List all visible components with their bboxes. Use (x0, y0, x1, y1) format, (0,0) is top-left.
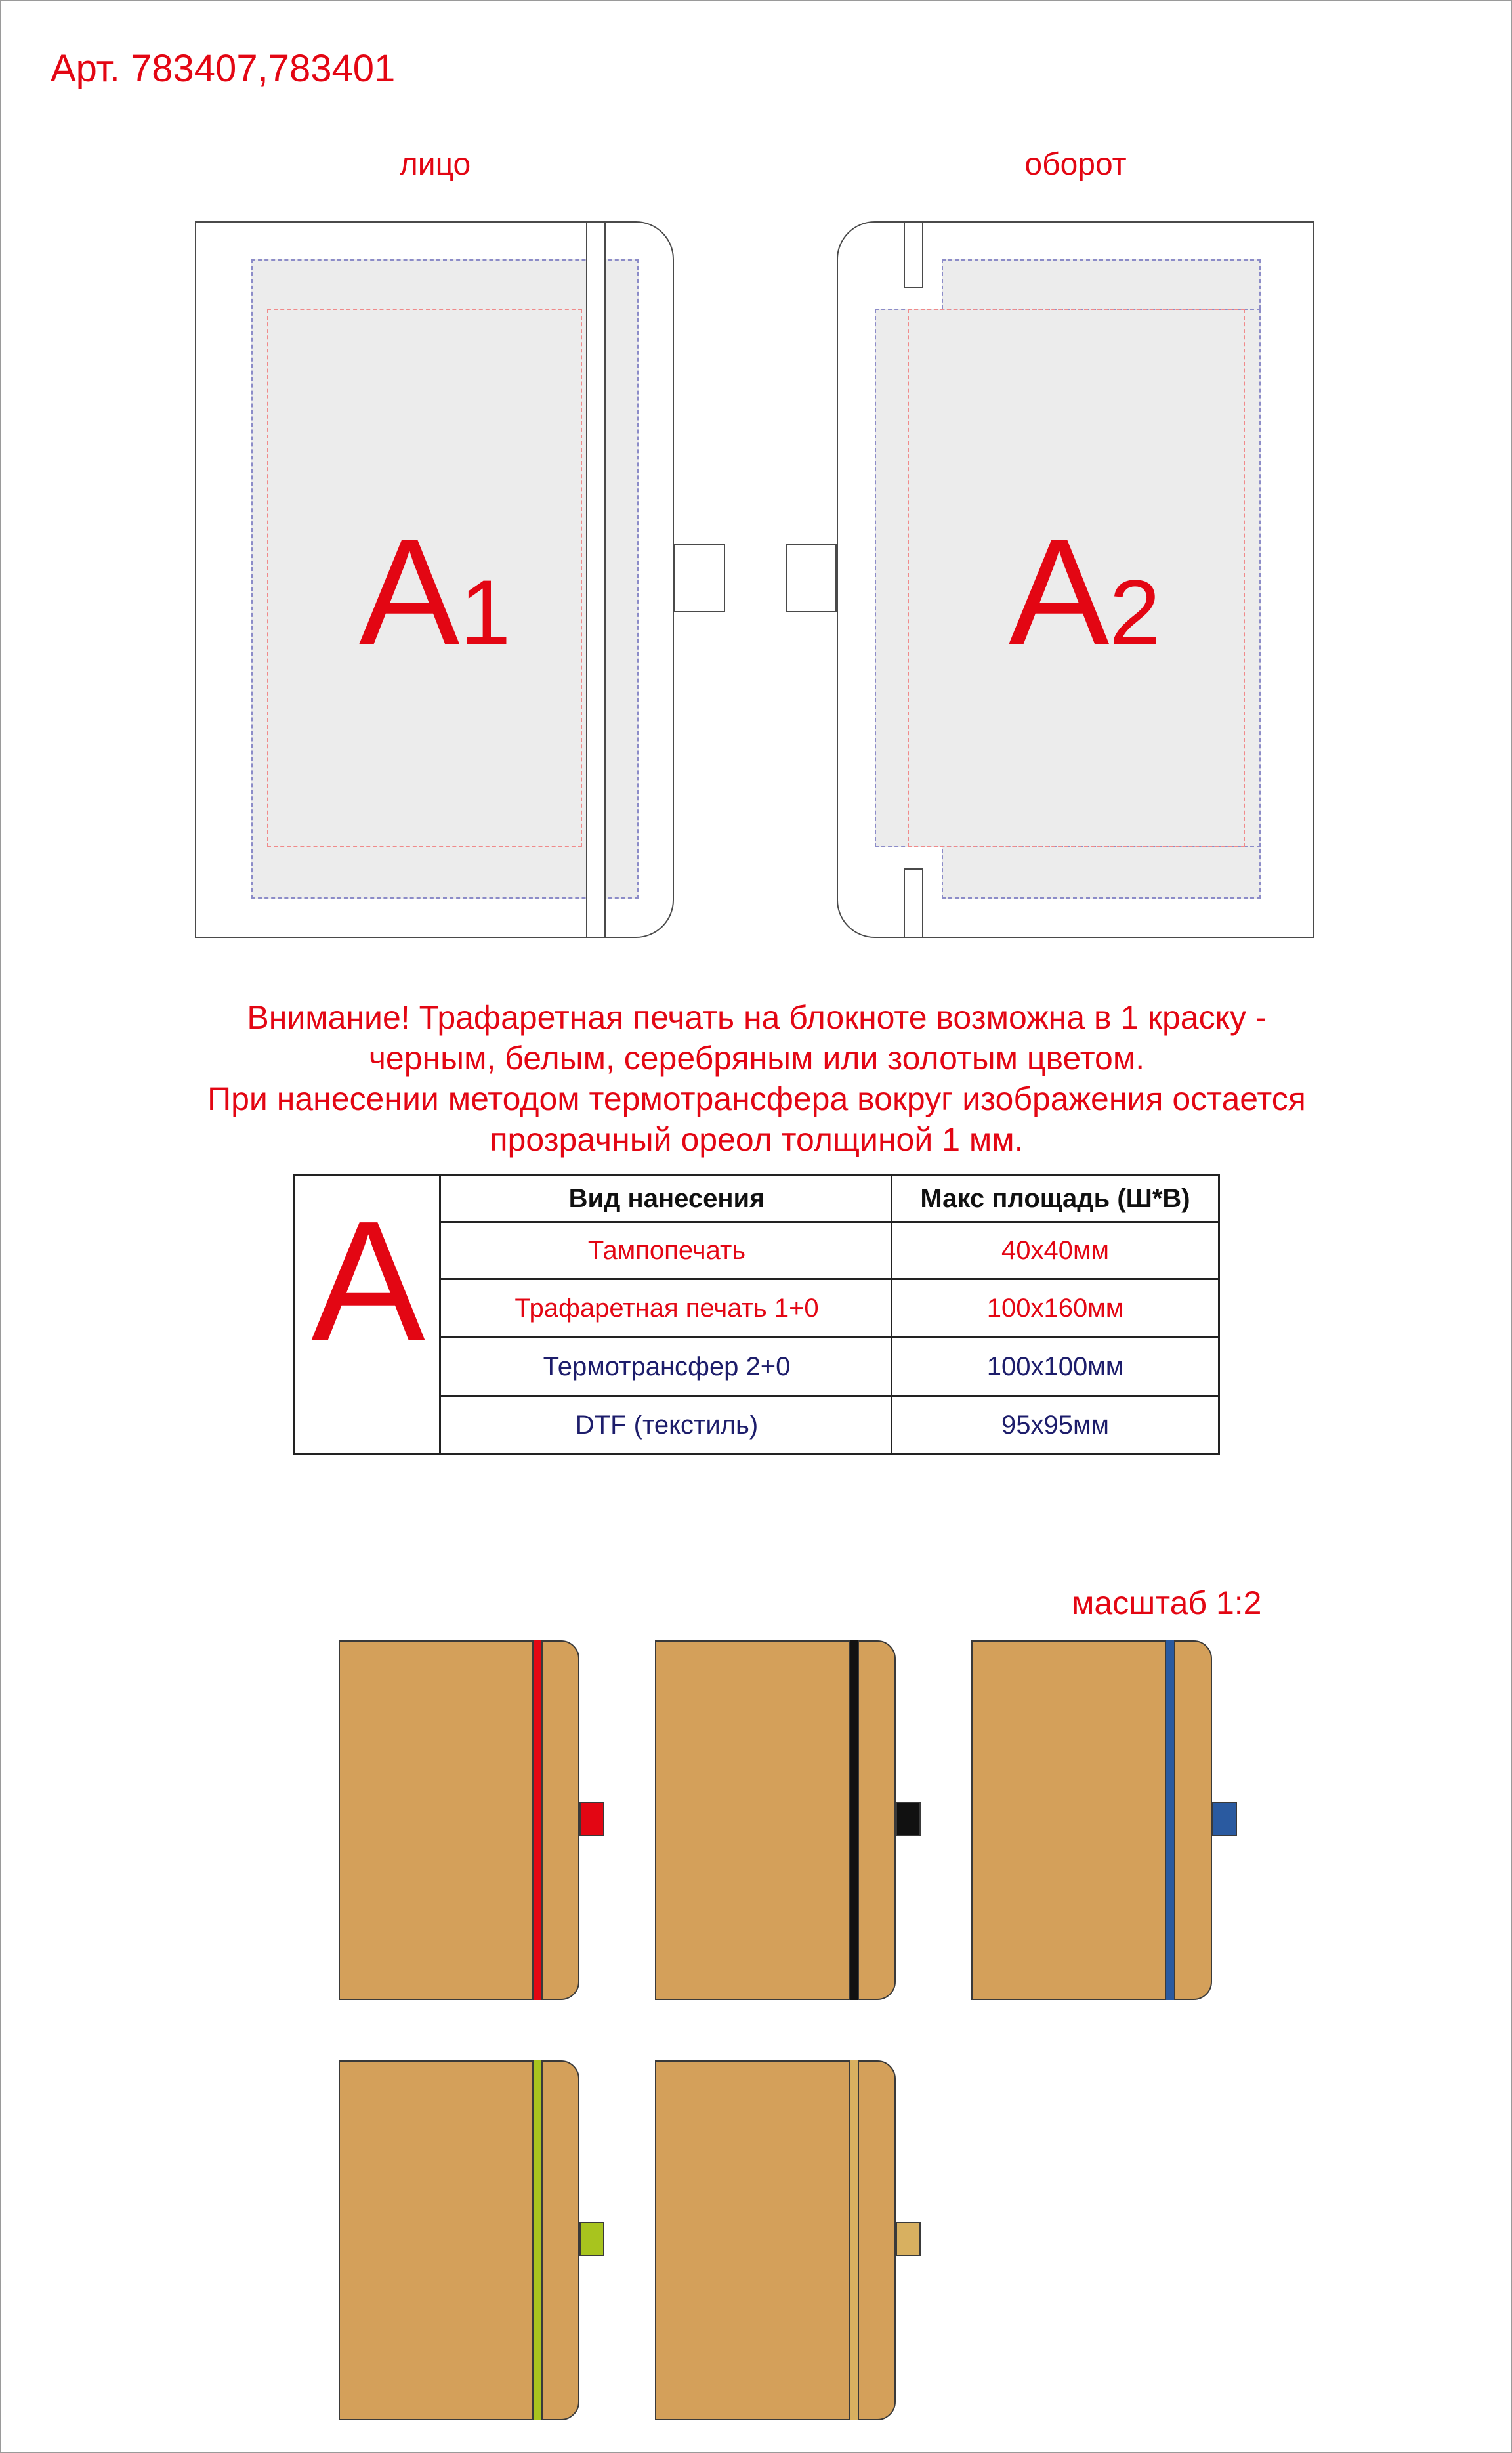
notice-line: Внимание! Трафаретная печать на блокноте возможна в 1 краску - (247, 999, 1267, 1036)
notebook-cover (655, 2060, 896, 2420)
notice-text (1, 997, 1512, 1160)
back-band-top (904, 221, 923, 288)
notebook-black-strap (655, 1640, 896, 2000)
area-heat-transfer: 100x100мм (986, 1352, 1124, 1381)
notebook-cover (339, 1640, 579, 2000)
front-pen-loop (674, 544, 725, 612)
pen-loop (896, 2222, 921, 2256)
front-elastic-band (586, 221, 606, 938)
notebook-red-strap (339, 1640, 579, 2000)
method-dtf: DTF (текстиль) (575, 1410, 759, 1440)
article-title: Арт. 783407,783401 (51, 47, 396, 90)
elastic-strap (849, 2060, 859, 2420)
elastic-strap (1165, 1640, 1175, 2000)
area-pad-printing: 40x40мм (1001, 1235, 1109, 1265)
method-heat-transfer: Термотрансфер 2+0 (543, 1352, 791, 1381)
table-zone-letter: A (311, 1186, 425, 1376)
front-notebook-outline (195, 221, 674, 938)
notebook-cover (971, 1640, 1212, 2000)
back-view-label: оборот (1024, 147, 1127, 182)
method-pad-printing: Тампопечать (587, 1235, 746, 1265)
back-notebook-outline (786, 221, 1314, 938)
table-zone-cell (295, 1176, 441, 1453)
elastic-strap (532, 1640, 543, 2000)
notice-line: прозрачный ореол толщиной 1 мм. (490, 1121, 1024, 1158)
print-methods-table (293, 1174, 1220, 1455)
notebook-green-strap (339, 2060, 579, 2420)
back-zone-label: A2 (1009, 507, 1161, 676)
front-view-label: лицо (399, 147, 471, 182)
pen-loop (1212, 1802, 1237, 1836)
back-pen-loop (786, 544, 837, 612)
area-screen-printing: 100x160мм (986, 1293, 1124, 1323)
scale-label: масштаб 1:2 (1072, 1585, 1262, 1621)
elastic-strap (532, 2060, 543, 2420)
back-band-bottom (904, 868, 923, 938)
area-dtf: 95x95мм (1001, 1410, 1109, 1440)
elastic-strap (849, 1640, 859, 2000)
notebook-natural-strap (655, 2060, 896, 2420)
notebook-cover (339, 2060, 579, 2420)
notebook-cover (655, 1640, 896, 2000)
notebook-blue-strap (971, 1640, 1212, 2000)
method-screen-printing: Трафаретная печать 1+0 (514, 1293, 819, 1323)
pen-loop (579, 2222, 604, 2256)
pen-loop (579, 1802, 604, 1836)
notice-line: При нанесении методом термотрансфера вокруг изображения остается (207, 1080, 1306, 1117)
pen-loop (896, 1802, 921, 1836)
notice-line: черным, белым, серебряным или золотым цветом. (368, 1040, 1145, 1077)
header-method: Вид нанесения (568, 1184, 765, 1213)
header-max-area: Макс площадь (Ш*В) (920, 1184, 1190, 1213)
front-zone-label: A1 (359, 507, 511, 676)
